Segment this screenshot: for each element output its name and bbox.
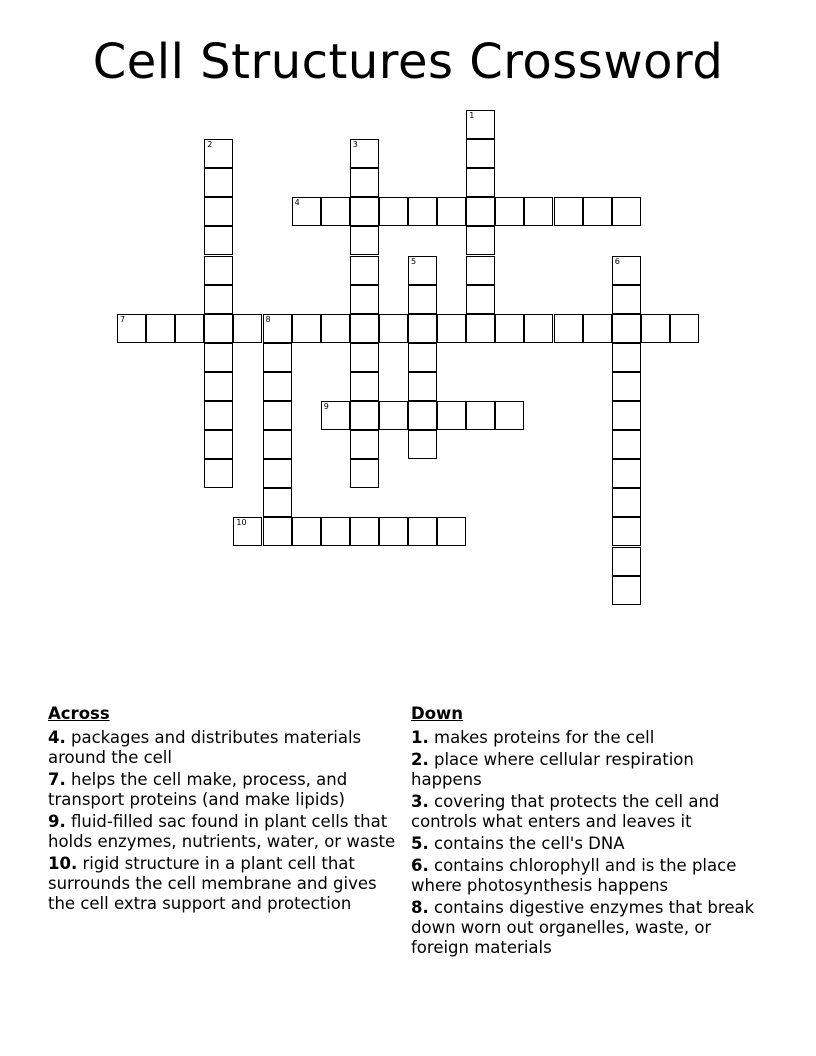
crossword-cell[interactable] [350, 314, 379, 343]
crossword-cell[interactable] [466, 168, 495, 197]
clue-down-3 [411, 792, 761, 832]
crossword-cell[interactable] [350, 226, 379, 255]
across-clues [48, 704, 402, 916]
clue-text: makes proteins for the cell [434, 728, 655, 747]
crossword-cell[interactable] [408, 314, 437, 343]
clue-down-8 [411, 898, 761, 958]
crossword-cell[interactable] [408, 343, 437, 372]
crossword-cell[interactable] [583, 314, 612, 343]
crossword-cell[interactable] [408, 197, 437, 226]
crossword-cell[interactable] [554, 314, 583, 343]
clue-number: 1. [411, 728, 429, 747]
crossword-cell[interactable] [641, 314, 670, 343]
crossword-cell[interactable] [466, 314, 495, 343]
crossword-cell[interactable] [204, 256, 233, 285]
crossword-cell[interactable] [204, 430, 233, 459]
clue-text: place where cellular respiration happens [411, 750, 694, 789]
crossword-cell[interactable] [379, 401, 408, 430]
crossword-cell[interactable] [408, 401, 437, 430]
clue-number: 2. [411, 750, 429, 769]
crossword-cell[interactable] [350, 197, 379, 226]
crossword-cell[interactable] [263, 517, 292, 546]
crossword-cell[interactable] [466, 139, 495, 168]
down-heading: Down [411, 704, 464, 723]
crossword-cell[interactable] [495, 314, 524, 343]
clue-text: covering that protects the cell and controls what enters and leaves it [411, 792, 720, 831]
crossword-cell[interactable] [583, 197, 612, 226]
crossword-cell[interactable] [204, 285, 233, 314]
crossword-cell[interactable] [204, 168, 233, 197]
crossword-cell[interactable] [175, 314, 204, 343]
crossword-cell[interactable] [408, 430, 437, 459]
crossword-cell[interactable] [292, 197, 321, 226]
crossword-cell[interactable] [612, 372, 641, 401]
clue-text: contains chlorophyll and is the place where photosynthesis happens [411, 856, 737, 895]
crossword-cell[interactable] [350, 430, 379, 459]
cell-number: 3 [352, 140, 358, 150]
crossword-cell[interactable] [495, 401, 524, 430]
clue-down-1 [411, 728, 761, 748]
crossword-cell[interactable] [466, 285, 495, 314]
clue-text: packages and distributes materials around the cell [48, 728, 362, 767]
crossword-cell[interactable] [612, 517, 641, 546]
clue-number: 7. [48, 770, 66, 789]
crossword-cell[interactable] [263, 401, 292, 430]
crossword-cell[interactable] [263, 488, 292, 517]
crossword-cell[interactable] [379, 197, 408, 226]
crossword-cell[interactable] [350, 372, 379, 401]
crossword-cell[interactable] [350, 256, 379, 285]
crossword-cell[interactable] [437, 517, 466, 546]
crossword-cell[interactable] [408, 256, 437, 285]
crossword-cell[interactable] [117, 314, 146, 343]
crossword-cell[interactable] [379, 517, 408, 546]
crossword-cell[interactable] [146, 314, 175, 343]
clue-across-4 [48, 728, 402, 768]
crossword-cell[interactable] [204, 401, 233, 430]
crossword-cell[interactable] [233, 517, 262, 546]
clue-number: 8. [411, 898, 429, 917]
cell-number: 4 [294, 198, 300, 208]
crossword-cell[interactable] [466, 197, 495, 226]
crossword-cell[interactable] [204, 372, 233, 401]
clue-across-9 [48, 812, 402, 852]
crossword-cell[interactable] [466, 256, 495, 285]
crossword-cell[interactable] [437, 197, 466, 226]
crossword-cell[interactable] [350, 285, 379, 314]
crossword-cell[interactable] [612, 314, 641, 343]
crossword-cell[interactable] [437, 314, 466, 343]
crossword-cell[interactable] [612, 547, 641, 576]
crossword-cell[interactable] [612, 576, 641, 605]
cell-number: 8 [265, 314, 271, 324]
crossword-cell[interactable] [204, 139, 233, 168]
cell-number: 10 [236, 518, 247, 528]
clue-number: 10. [48, 854, 78, 873]
clue-down-5 [411, 834, 761, 854]
crossword-cell[interactable] [612, 285, 641, 314]
crossword-cell[interactable] [524, 314, 553, 343]
clue-down-2 [411, 750, 761, 790]
crossword-cell[interactable] [612, 430, 641, 459]
crossword-cell[interactable] [350, 168, 379, 197]
crossword-cell[interactable] [263, 430, 292, 459]
crossword-cell[interactable] [554, 197, 583, 226]
crossword-cell[interactable] [379, 314, 408, 343]
crossword-cell[interactable] [466, 401, 495, 430]
clue-text: helps the cell make, process, and transport proteins (and make lipids) [48, 770, 348, 809]
clue-down-6 [411, 856, 761, 896]
crossword-cell[interactable] [612, 197, 641, 226]
clue-text: contains the cell's DNA [434, 834, 625, 853]
crossword-cell[interactable] [292, 517, 321, 546]
crossword-cell[interactable] [612, 488, 641, 517]
cell-number: 1 [469, 111, 475, 120]
crossword-cell[interactable] [466, 226, 495, 255]
crossword-cell[interactable] [437, 401, 466, 430]
crossword-cell[interactable] [612, 459, 641, 488]
cell-number: 7 [120, 314, 126, 324]
crossword-cell[interactable] [612, 401, 641, 430]
crossword-cell[interactable] [204, 314, 233, 343]
crossword-cell[interactable] [292, 314, 321, 343]
crossword-cell[interactable] [263, 343, 292, 372]
crossword-cell[interactable] [350, 459, 379, 488]
clue-number: 5. [411, 834, 429, 853]
cell-number: 2 [207, 140, 213, 150]
crossword-cell[interactable] [204, 226, 233, 255]
cell-number: 5 [411, 256, 417, 266]
crossword-cell[interactable] [466, 110, 495, 139]
clue-number: 6. [411, 856, 429, 875]
crossword-cell[interactable] [670, 314, 699, 343]
crossword-cell[interactable] [263, 372, 292, 401]
crossword-cell[interactable] [408, 372, 437, 401]
crossword-cell[interactable] [350, 343, 379, 372]
crossword-cell[interactable] [350, 517, 379, 546]
cell-number: 9 [323, 402, 329, 411]
crossword-cell[interactable] [321, 401, 350, 430]
crossword-cell[interactable] [233, 314, 262, 343]
crossword-cell[interactable] [263, 314, 292, 343]
down-clues [411, 704, 761, 960]
clue-number: 3. [411, 792, 429, 811]
clue-number: 4. [48, 728, 66, 747]
crossword-cell[interactable] [612, 343, 641, 372]
crossword-cell[interactable] [408, 517, 437, 546]
crossword-cell[interactable] [321, 197, 350, 226]
clue-text: fluid-filled sac found in plant cells that holds enzymes, nutrients, water, or waste [48, 812, 396, 851]
crossword-cell[interactable] [204, 459, 233, 488]
crossword-cell[interactable] [408, 285, 437, 314]
clue-across-7 [48, 770, 402, 810]
crossword-cell[interactable] [495, 197, 524, 226]
across-heading: Across [48, 704, 110, 723]
crossword-cell[interactable] [263, 459, 292, 488]
crossword-cell[interactable] [204, 343, 233, 372]
crossword-cell[interactable] [321, 314, 350, 343]
crossword-cell[interactable] [204, 197, 233, 226]
clue-text: contains digestive enzymes that break down worn out organelles, waste, or foreign materials [411, 898, 755, 957]
crossword-cell[interactable] [321, 517, 350, 546]
crossword-cell[interactable] [350, 139, 379, 168]
clue-across-10 [48, 854, 402, 914]
crossword-cell[interactable] [350, 401, 379, 430]
cell-number: 6 [614, 256, 620, 266]
crossword-cell[interactable] [524, 197, 553, 226]
clue-text: rigid structure in a plant cell that surrounds the cell membrane and gives the cell extra support and protection [48, 854, 377, 913]
crossword-cell[interactable] [612, 256, 641, 285]
clue-number: 9. [48, 812, 66, 831]
page-title: Cell Structures Crossword [92, 34, 724, 90]
